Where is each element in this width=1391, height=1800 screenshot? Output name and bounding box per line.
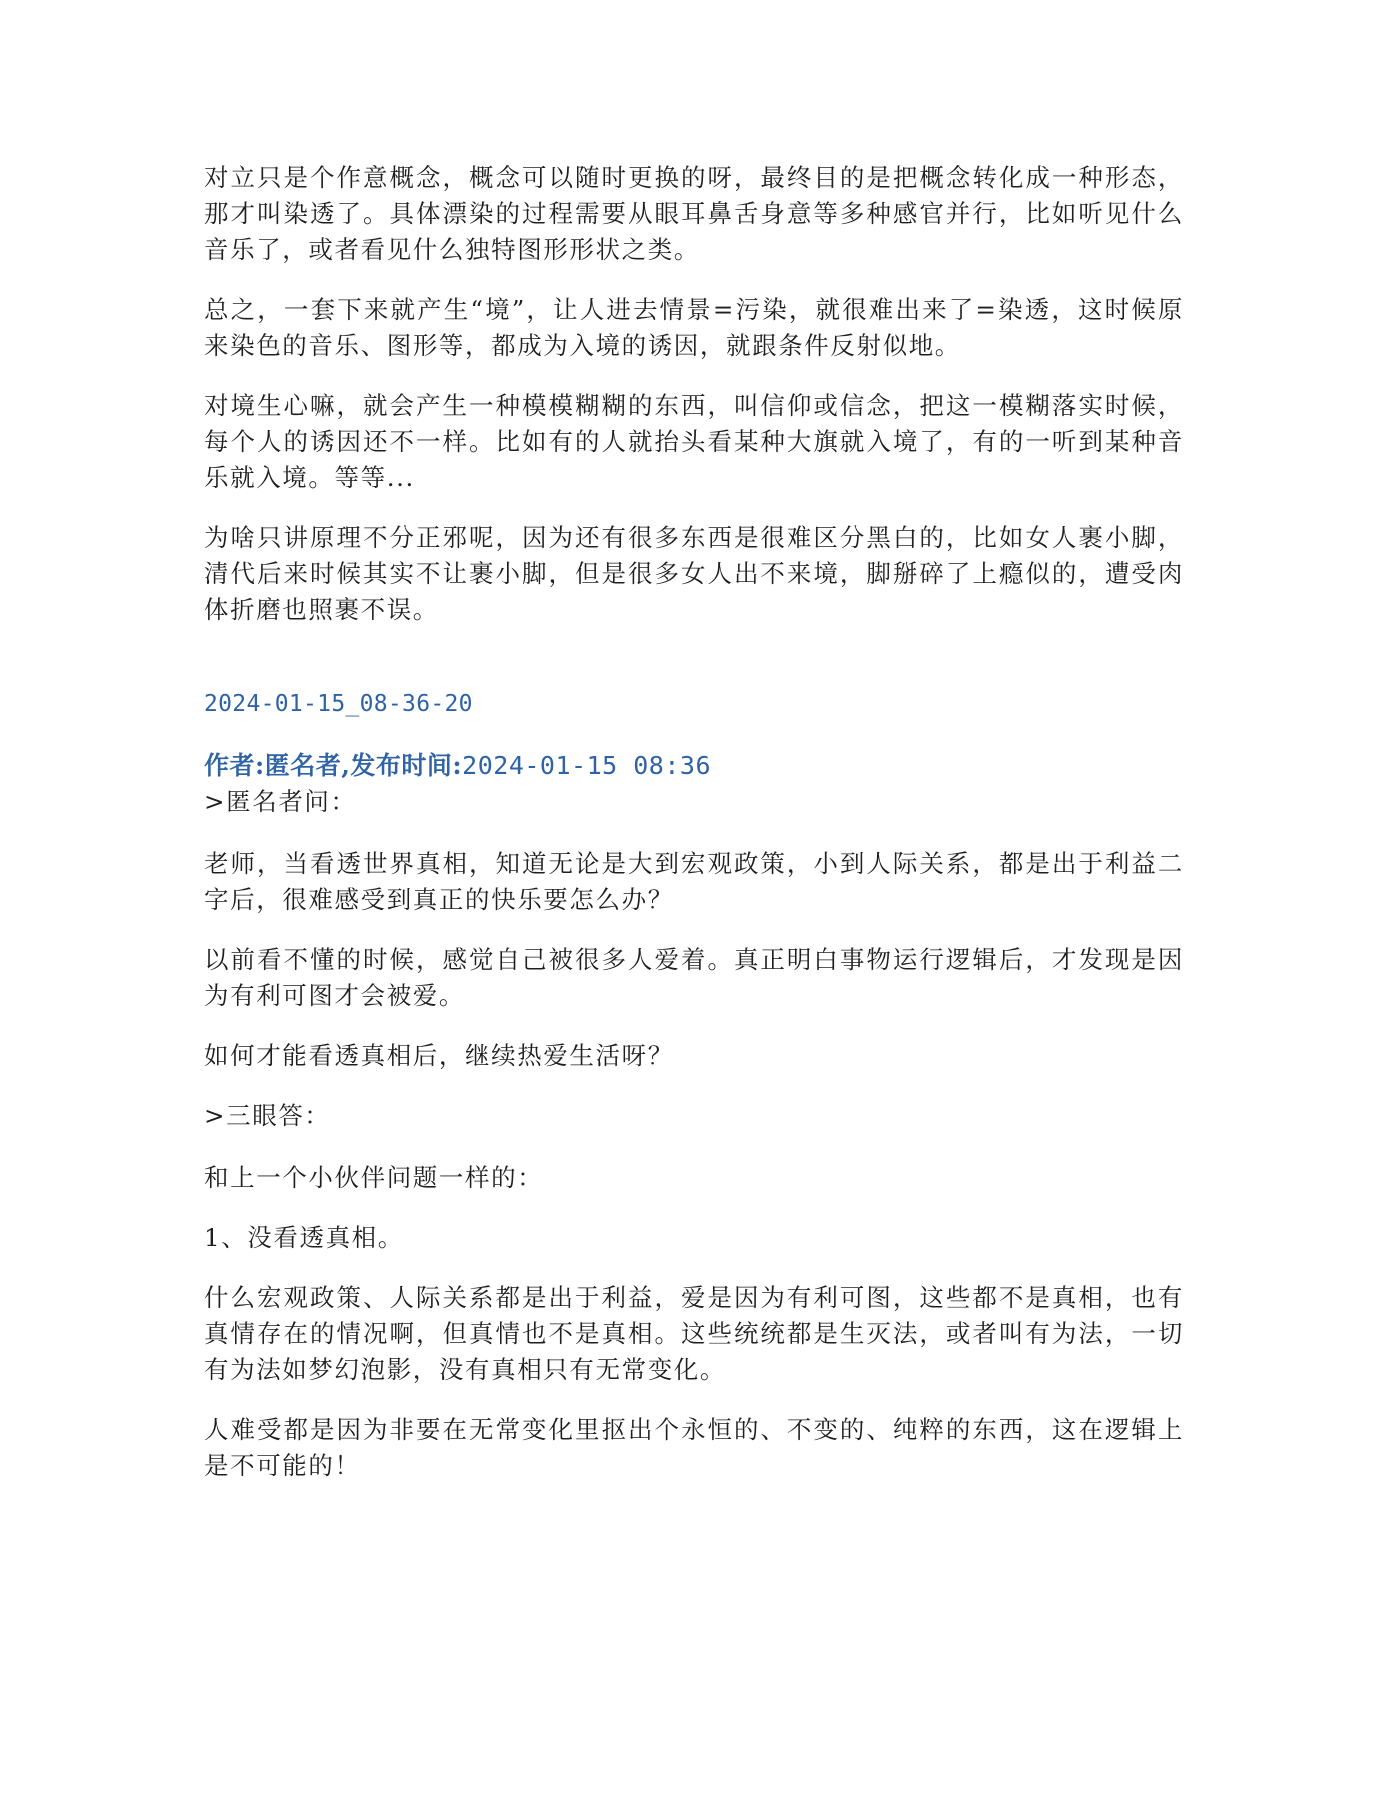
post-meta-time: 2024-01-15 08:36 [462, 751, 711, 780]
intro-paragraph-3: 对境生心嘛，就会产生一种模模糊糊的东西，叫信仰或信念，把这一模糊落实时候，每个人的诱因还不一样。比如有的人就抬头看某种大旗就入境了，有的一听到某种音乐就入境。等等... [204, 391, 1184, 492]
question-paragraph-3: 如何才能看透真相后，继续热爱生活呀？ [204, 1041, 674, 1070]
answer-paragraph-2: 1、没看透真相。 [204, 1223, 404, 1252]
post-meta-label: 作者:匿名者,发布时间: [204, 751, 463, 780]
answer-paragraph-3: 什么宏观政策、人际关系都是出于利益，爱是因为有利可图，这些都不是真相，也有真情存在的情况啊，但真情也不是真相。这些统统都是生灭法，或者叫有为法，一切有为法如梦幻泡影，没有真相只有无常变化。 [204, 1283, 1184, 1384]
question-heading: >匿名者问： [204, 787, 357, 816]
post-id-heading: 2024-01-15_08-36-20 [204, 691, 473, 717]
intro-paragraph-1: 对立只是个作意概念，概念可以随时更换的呀，最终目的是把概念转化成一种形态，那才叫染透了。具体漂染的过程需要从眼耳鼻舌身意等多种感官并行，比如听见什么音乐了，或者看见什么独特图形形状之类。 [204, 163, 1184, 264]
post-meta [204, 748, 1184, 784]
question-paragraph-1: 老师，当看透世界真相，知道无论是大到宏观政策，小到人际关系，都是出于利益二字后，很难感受到真正的快乐要怎么办？ [204, 849, 1184, 914]
answer-heading: >三眼答： [204, 1101, 331, 1130]
answer-paragraph-1: 和上一个小伙伴问题一样的： [204, 1163, 544, 1192]
answer-paragraph-4: 人难受都是因为非要在无常变化里抠出个永恒的、不变的、纯粹的东西，这在逻辑上是不可能的！ [204, 1415, 1184, 1480]
question-paragraph-2: 以前看不懂的时候，感觉自己被很多人爱着。真正明白事物运行逻辑后，才发现是因为有利可图才会被爱。 [204, 945, 1184, 1010]
intro-paragraph-4: 为啥只讲原理不分正邪呢，因为还有很多东西是很难区分黑白的，比如女人裹小脚，清代后来时候其实不让裹小脚，但是很多女人出不来境，脚掰碎了上瘾似的，遭受肉体折磨也照裹不误。 [204, 523, 1184, 624]
document-page [204, 160, 1184, 1508]
intro-paragraph-2: 总之，一套下来就产生“境”，让人进去情景=污染，就很难出来了=染透，这时候原来染色的音乐、图形等，都成为入境的诱因，就跟条件反射似地。 [204, 295, 1184, 360]
